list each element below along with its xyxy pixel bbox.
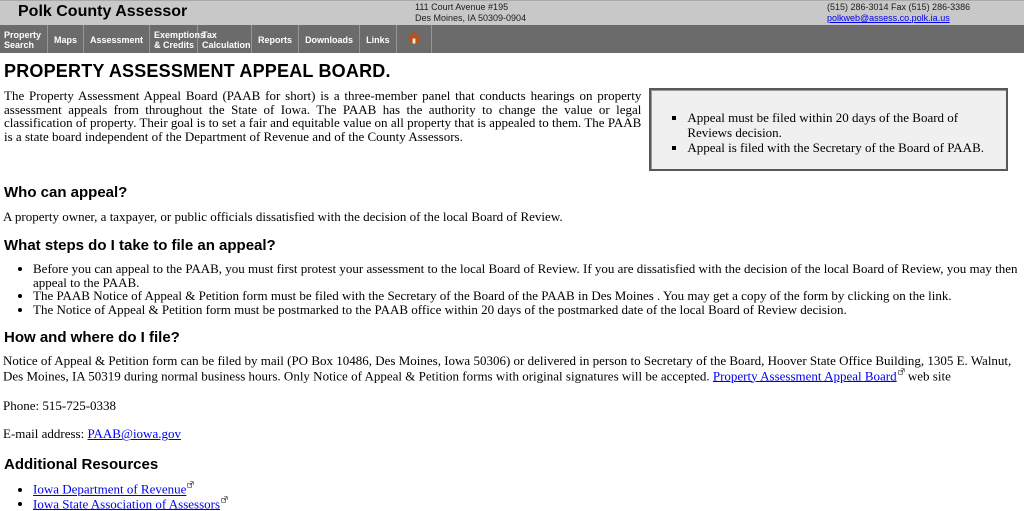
email-line: [3, 426, 1024, 441]
nav-item-maps[interactable]: Maps: [48, 25, 84, 53]
resource-item: [33, 496, 1024, 511]
steps-bullet: • The Notice of Appeal & Petition form must be postmarked to the PAAB office within 20 days of the postmarked date of the local Board of Review decision.: [33, 303, 1024, 317]
iowa-dept-revenue-link[interactable]: Iowa Department of Revenue: [33, 481, 187, 497]
nav-item-links[interactable]: Links: [360, 25, 397, 53]
external-link-icon: [221, 496, 228, 503]
header-phone-fax: (515) 286-3014 Fax (515) 286-3386: [827, 2, 971, 12]
steps-bullet: • The PAAB Notice of Appeal & Petition form must be filed with the Secretary of the Board of the PAAB in Des Moines . You may get a copy of the form by clicking on the link.: [33, 289, 1024, 303]
external-link-icon: [187, 481, 194, 488]
home-icon: [407, 32, 421, 47]
paab-email-link[interactable]: PAAB@iowa.gov: [87, 426, 181, 442]
phone-line: Phone: 515-725-0338: [3, 398, 117, 414]
nav-bar: [0, 25, 1024, 53]
how-where-text: Notice of Appeal & Petition form can be filed by mail (PO Box 10486, Des Moines, Iowa 50306) or delivered in person to Secretary of the Board, Hoover State Office Building, 1305 E. Walnut, Des Moines, IA 50319 during normal business hours. Only Notice of Appeal & Petition forms with original signatures will be accepted.: [3, 353, 1012, 383]
steps-list: [3, 262, 1024, 316]
section-heading-who-can-appeal: Who can appeal?: [4, 184, 128, 201]
steps-bullet: • Before you can appeal to the PAAB, you must first protest your assessment to the local Board of Review. If you are dissatisfied with the decision of the local Board of Review, you may then appeal to the PAAB.: [33, 262, 1024, 289]
callout-bullet: ▪ Appeal must be filed within 20 days of the Board of Reviews decision.: [687, 110, 998, 140]
header-email-link[interactable]: polkweb@assess.co.polk.ia.us: [827, 13, 950, 23]
section-heading-steps: What steps do I take to file an appeal?: [4, 237, 276, 254]
resource-item: [33, 481, 1024, 496]
paab-website-link[interactable]: Property Assessment Appeal Board: [712, 367, 897, 383]
how-where-after-link: web site: [904, 367, 951, 383]
how-where-paragraph: [3, 354, 1021, 382]
nav-item-tax-calculation[interactable]: Tax Calculation: [198, 25, 252, 53]
iowa-assessors-assoc-link[interactable]: Iowa State Association of Assessors: [33, 496, 221, 511]
main-content: [0, 53, 1024, 511]
header-address: [415, 2, 526, 24]
page-title: PROPERTY ASSESSMENT APPEAL BOARD.: [4, 61, 391, 81]
callout-box: [649, 88, 1008, 171]
nav-item-downloads[interactable]: Downloads: [299, 25, 360, 53]
site-header: [0, 0, 1024, 25]
external-link-icon: [898, 368, 905, 375]
section-heading-additional-resources: Additional Resources: [4, 456, 159, 474]
nav-home-button[interactable]: [397, 25, 432, 53]
nav-item-assessment[interactable]: Assessment: [84, 25, 150, 53]
email-label: E-mail address:: [3, 426, 88, 442]
section-heading-how-where: How and where do I file?: [4, 329, 180, 346]
site-title: Polk County Assessor: [18, 3, 188, 20]
who-can-appeal-text: A property owner, a taxpayer, or public officials dissatisfied with the decision of the local Board of Review.: [3, 209, 563, 224]
intro-paragraph: The Property Assessment Appeal Board (PAAB for short) is a three-member panel that conducts hearings on property assessment appeals from throughout the State of Iowa. The PAAB has the authority to change the value or legal classification of property. Their goal is to set a fair and equitable value on all property that is appealed to them. The PAAB is a state board independent of the Department of Revenue and of the County Assessors.: [4, 88, 642, 144]
header-address-line1: 111 Court Avenue #195: [415, 2, 509, 12]
header-address-line2: Des Moines, IA 50309-0904: [415, 13, 527, 23]
nav-item-reports[interactable]: Reports: [252, 25, 299, 53]
resources-list: [3, 481, 1024, 511]
header-contact: [827, 2, 970, 24]
nav-item-exemptions-credits[interactable]: Exemptions & Credits: [150, 25, 198, 53]
callout-bullet: ▪ Appeal is filed with the Secretary of the Board of PAAB.: [687, 140, 998, 155]
nav-item-property-search[interactable]: Property Search: [0, 25, 48, 53]
